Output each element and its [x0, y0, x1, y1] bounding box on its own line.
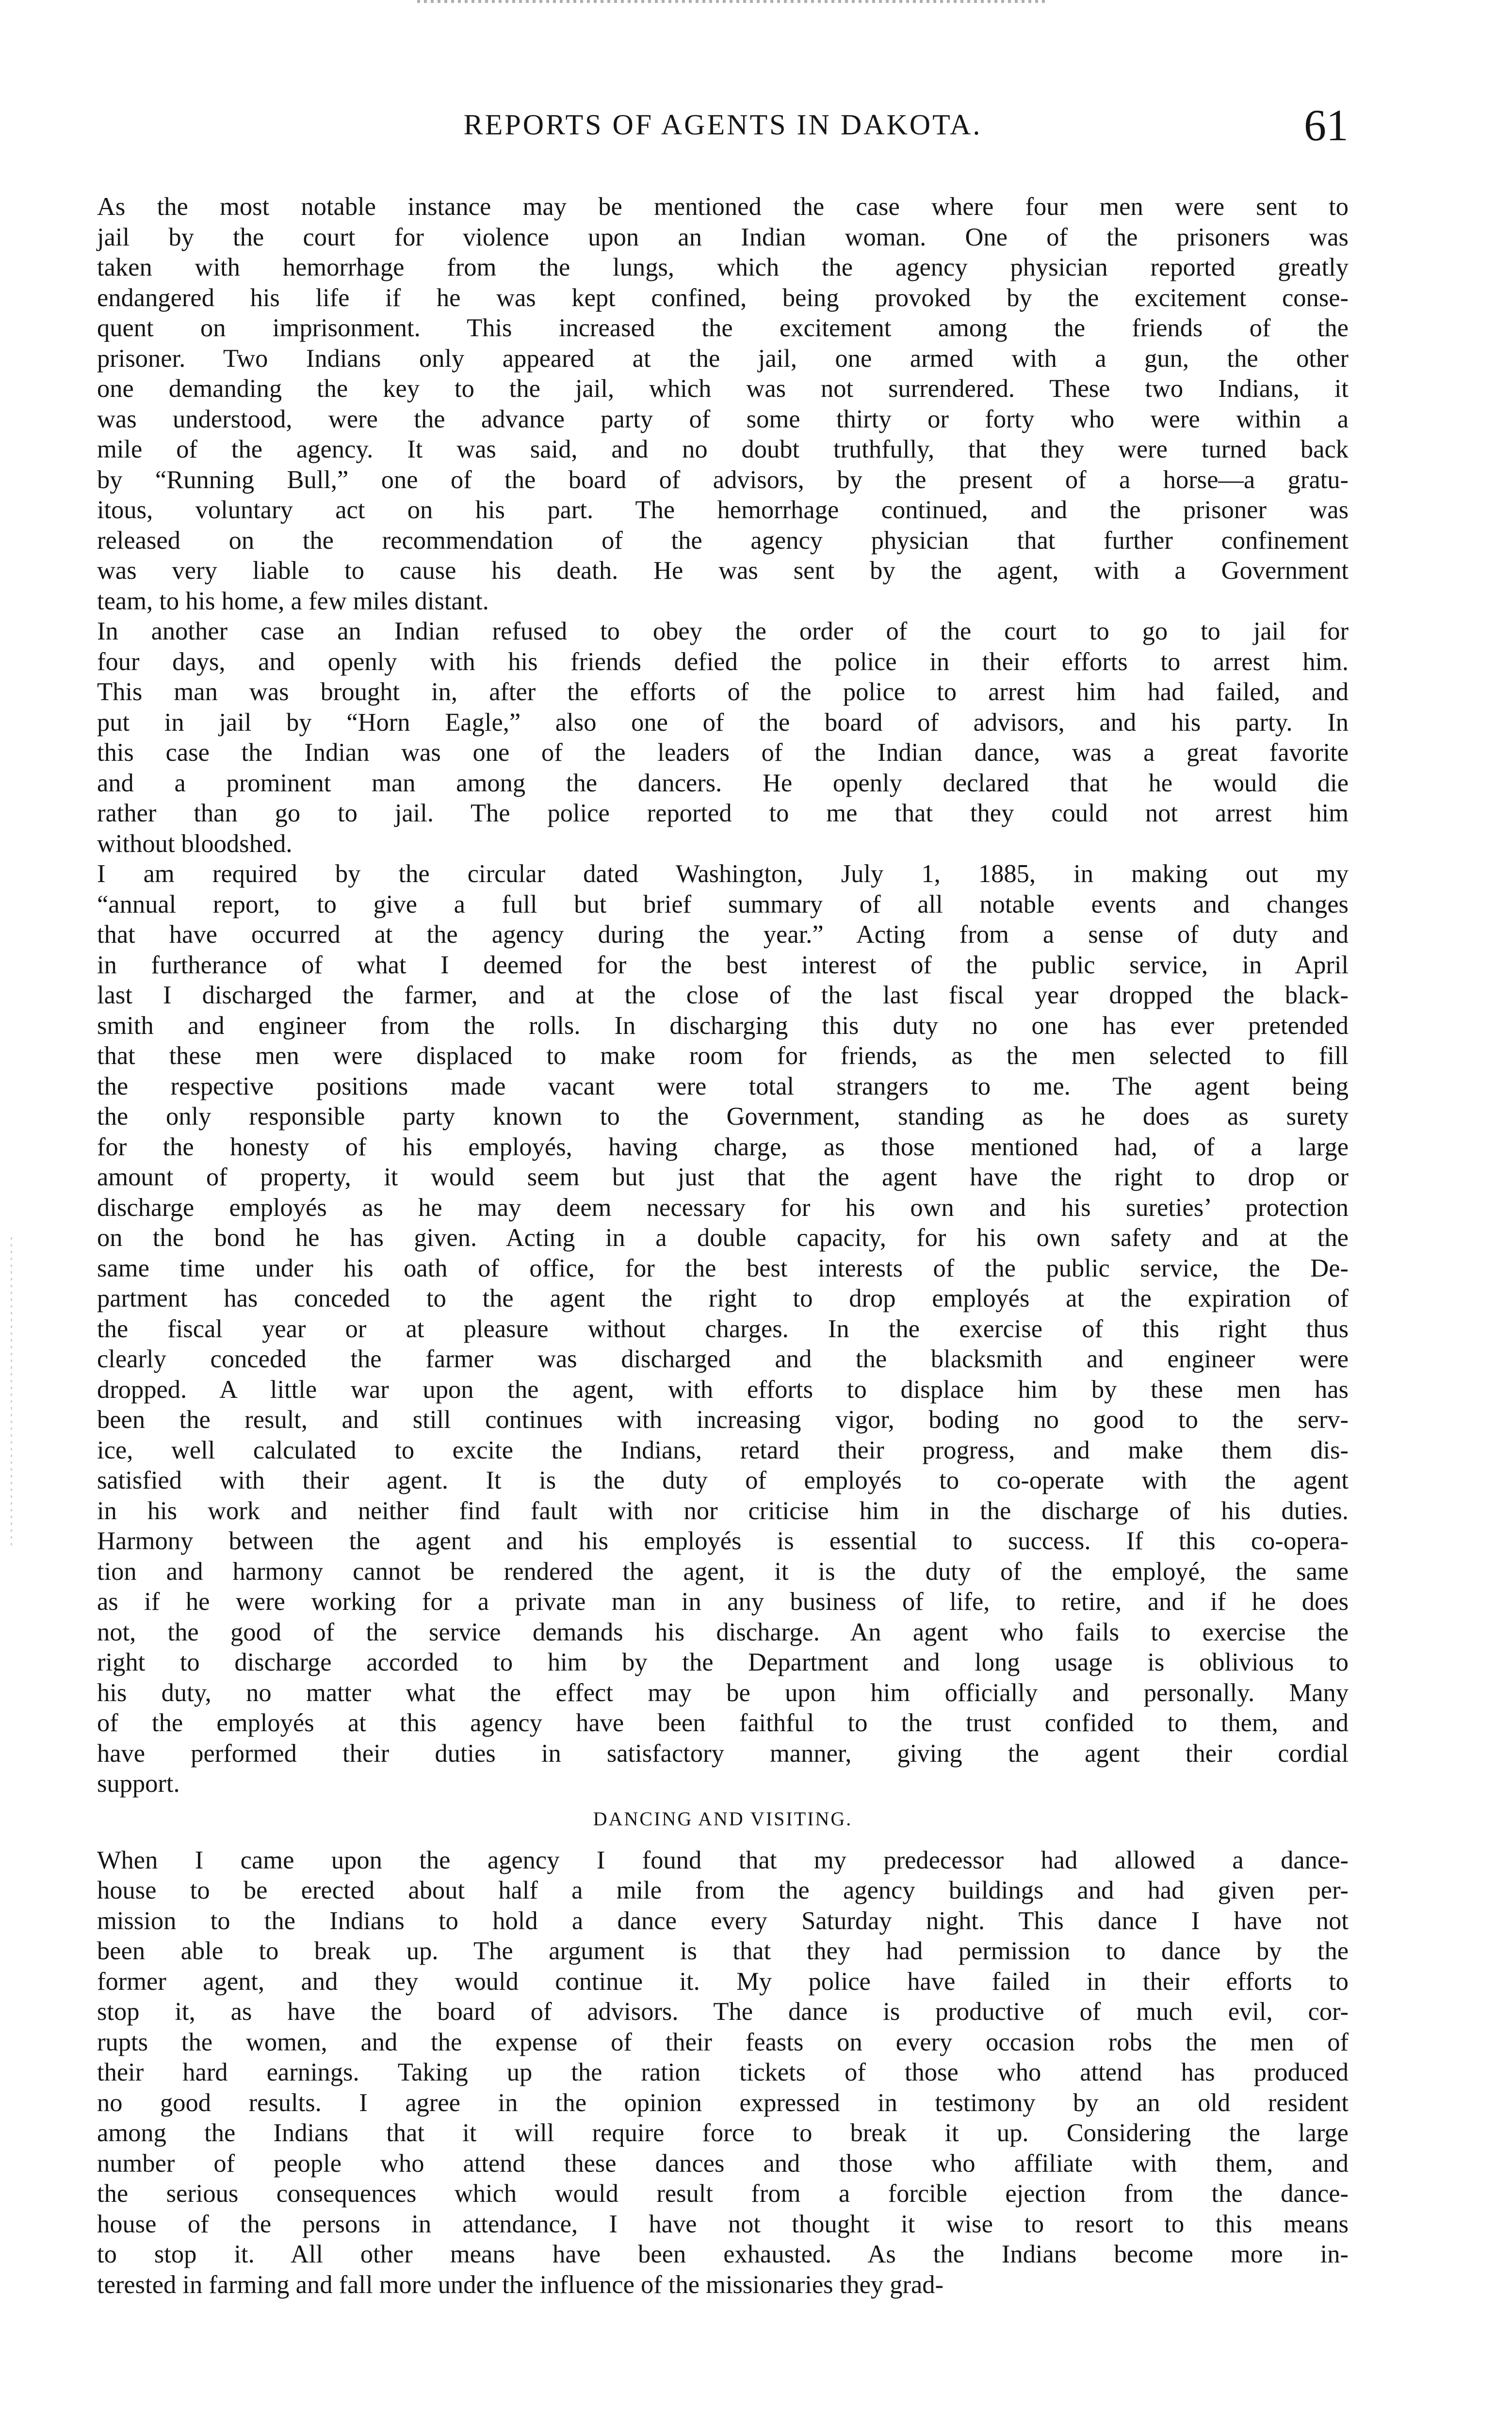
text-line: the respective positions made vacant were total strangers to me. The agent being — [97, 1072, 1349, 1100]
text-line: Harmony between the agent and his employés is essential to success. If this co-opera- — [97, 1527, 1349, 1555]
text-line: dropped. A little war upon the agent, with efforts to displace him by these men has — [97, 1375, 1349, 1404]
text-line: former agent, and they would continue it. My police have failed in their efforts to — [97, 1967, 1349, 1996]
section-heading: DANCING AND VISITING. — [593, 1807, 853, 1830]
text-line: that have occurred at the agency during the year.” Acting from a sense of duty and — [97, 920, 1349, 949]
text-line: put in jail by “Horn Eagle,” also one of the board of advisors, and his party. In — [97, 708, 1349, 737]
text-line: In another case an Indian refused to obey the order of the court to go to jail for — [97, 617, 1349, 645]
text-line: released on the recommendation of the agency physician that further confinement — [97, 526, 1349, 555]
text-line: the fiscal year or at pleasure without charges. In the exercise of this right thus — [97, 1314, 1349, 1343]
text-line: mission to the Indians to hold a dance every Saturday night. This dance I have not — [97, 1906, 1349, 1935]
page-number: 61 — [1304, 100, 1349, 150]
text-line: rupts the women, and the expense of their feasts on every occasion robs the men of — [97, 2028, 1349, 2056]
text-line: was understood, were the advance party of some thirty or forty who were within a — [97, 405, 1349, 433]
paragraph — [97, 616, 1349, 859]
paragraph — [97, 192, 1349, 616]
text-line: in furtherance of what I deemed for the best interest of the public service, in April — [97, 951, 1349, 979]
text-line: not, the good of the service demands his discharge. An agent who fails to exercise the — [97, 1618, 1349, 1646]
text-line: been the result, and still continues with increasing vigor, boding no good to the serv- — [97, 1406, 1349, 1434]
text-line: without bloodshed. — [97, 829, 293, 858]
text-line: among the Indians that it will require force to break it up. Considering the large — [97, 2119, 1349, 2147]
text-line: amount of property, it would seem but just that the agent have the right to drop or — [97, 1163, 1349, 1191]
text-line: this case the Indian was one of the leaders of the Indian dance, was a great favorite — [97, 738, 1349, 767]
text-line: quent on imprisonment. This increased the excitement among the friends of the — [97, 314, 1349, 342]
text-line: taken with hemorrhage from the lungs, which the agency physician reported greatly — [97, 253, 1349, 281]
text-line: no good results. I agree in the opinion expressed in testimony by an old resident — [97, 2088, 1349, 2117]
text-line: his duty, no matter what the effect may be upon him officially and personally. Many — [97, 1678, 1349, 1707]
text-line: been able to break up. The argument is that they had permission to dance by the — [97, 1937, 1349, 1965]
text-line: last I discharged the farmer, and at the close of the last fiscal year dropped the black- — [97, 981, 1349, 1009]
text-line: clearly conceded the farmer was discharged and the blacksmith and engineer were — [97, 1345, 1349, 1373]
text-line: that these men were displaced to make room for friends, as the men selected to fill — [97, 1042, 1349, 1070]
text-line: support. — [97, 1770, 180, 1798]
text-line: number of people who attend these dances and those who affiliate with them, and — [97, 2149, 1349, 2178]
text-line: mile of the agency. It was said, and no doubt truthfully, that they were turned back — [97, 435, 1349, 463]
text-line: team, to his home, a few miles distant. — [97, 587, 489, 615]
text-line: itous, voluntary act on his part. The hemorrhage continued, and the prisoner was — [97, 496, 1349, 524]
text-line: jail by the court for violence upon an Indian woman. One of the prisoners was — [97, 223, 1349, 251]
text-line: right to discharge accorded to him by the Department and long usage is oblivious to — [97, 1648, 1349, 1676]
text-line: When I came upon the agency I found that my predecessor had allowed a dance- — [97, 1846, 1349, 1874]
text-line: endangered his life if he was kept confined, being provoked by the excitement conse- — [97, 283, 1349, 312]
text-line: have performed their duties in satisfactory manner, giving the agent their cordial — [97, 1739, 1349, 1768]
text-line: smith and engineer from the rolls. In discharging this duty no one has ever pretended — [97, 1011, 1349, 1040]
text-line: prisoner. Two Indians only appeared at the jail, one armed with a gun, the other — [97, 344, 1349, 373]
left-margin-mark — [11, 1237, 12, 1548]
text-line: terested in farming and fall more under the influence of the missionaries they grad- — [97, 2270, 944, 2299]
text-line: to stop it. All other means have been exhausted. As the Indians become more in- — [97, 2240, 1349, 2268]
text-line: discharge employés as he may deem necessary for his own and his sureties’ protection — [97, 1193, 1349, 1222]
text-line: four days, and openly with his friends defied the police in their efforts to arrest him. — [97, 647, 1349, 676]
text-line: ice, well calculated to excite the Indians, retard their progress, and make them dis- — [97, 1436, 1349, 1464]
text-line: tion and harmony cannot be rendered the agent, it is the duty of the employé, the same — [97, 1557, 1349, 1586]
text-line: house of the persons in attendance, I have not thought it wise to resort to this means — [97, 2210, 1349, 2238]
text-line: the only responsible party known to the Government, standing as he does as surety — [97, 1102, 1349, 1131]
text-line: as if he were working for a private man in any business of life, to retire, and if he does — [97, 1588, 1349, 1616]
text-line: house to be erected about half a mile from the agency buildings and had given per- — [97, 1876, 1349, 1904]
text-line: satisfied with their agent. It is the duty of employés to co-operate with the agent — [97, 1466, 1349, 1494]
text-line: in his work and neither find fault with nor criticise him in the discharge of his duties. — [97, 1496, 1349, 1525]
text-line: “annual report, to give a full but brief summary of all notable events and changes — [97, 890, 1349, 918]
text-line: partment has conceded to the agent the right to drop employés at the expiration of — [97, 1284, 1349, 1312]
text-line: one demanding the key to the jail, which was not surrendered. These two Indians, it — [97, 375, 1349, 403]
running-title: REPORTS OF AGENTS IN DAKOTA. — [463, 109, 982, 141]
text-line: This man was brought in, after the efforts of the police to arrest him had failed, and — [97, 678, 1349, 706]
text-line: their hard earnings. Taking up the ration tickets of those who attend has produced — [97, 2058, 1349, 2086]
text-line: stop it, as have the board of advisors. The dance is productive of much evil, cor- — [97, 1998, 1349, 2026]
section-paragraph — [97, 1845, 1349, 2300]
page-top-edge — [417, 0, 1048, 3]
text-line: As the most notable instance may be mentioned the case where four men were sent to — [97, 193, 1349, 221]
paragraph — [97, 859, 1349, 1799]
text-line: was very liable to cause his death. He was sent by the agent, with a Government — [97, 557, 1349, 585]
text-line: of the employés at this agency have been faithful to the trust confided to them, and — [97, 1709, 1349, 1737]
text-line: I am required by the circular dated Washington, July 1, 1885, in making out my — [97, 860, 1349, 888]
text-line: on the bond he has given. Acting in a double capacity, for his own safety and at the — [97, 1224, 1349, 1252]
running-header — [97, 99, 1349, 153]
text-line: rather than go to jail. The police reported to me that they could not arrest him — [97, 799, 1349, 827]
body-text — [97, 192, 1349, 2300]
text-line: for the honesty of his employés, having charge, as those mentioned had, of a large — [97, 1132, 1349, 1161]
text-line: same time under his oath of office, for the best interests of the public service, the De- — [97, 1254, 1349, 1282]
text-line: the serious consequences which would result from a forcible ejection from the dance- — [97, 2180, 1349, 2208]
text-line: and a prominent man among the dancers. He openly declared that he would die — [97, 769, 1349, 797]
text-line: by “Running Bull,” one of the board of advisors, by the present of a horse—a gratu- — [97, 465, 1349, 494]
